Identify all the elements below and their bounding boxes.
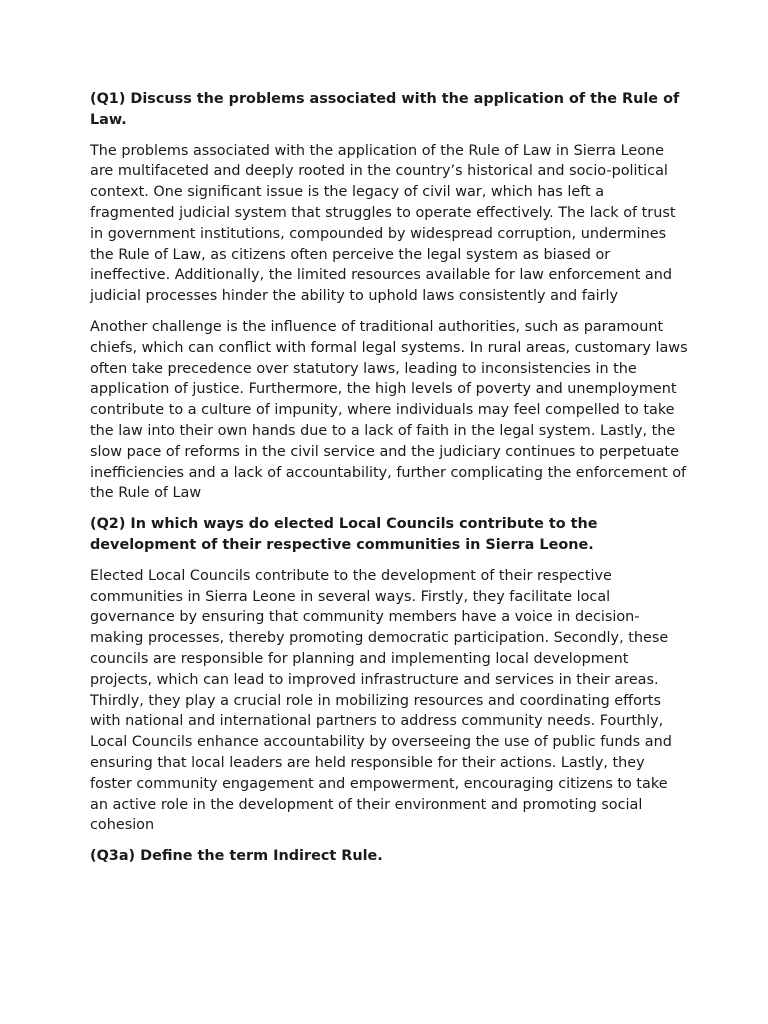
question-2-heading: (Q2) In which ways do elected Local Councils contribute to the development of their respective communities in Sierra Leone. [90,516,598,553]
answer-1-paragraph-1: The problems associated with the application of the Rule of Law in Sierra Leone are multifaceted and deeply rooted in the country’s historical and socio-political context. One significant issue is the legacy of civil war, which has left a fragmented judicial system that struggles to operate effectively. The lack of trust in government institutions, compounded by widespread corruption, undermines the Rule of Law, as citizens often perceive the legal system as biased or ineffective. Additionally, the limited resources available for law enforcement and judicial processes hinder the ability to uphold laws consistently and fairly [90,142,676,305]
question-3a-heading: (Q3a) Define the term Indirect Rule. [90,848,383,865]
answer-2-paragraph-1: Elected Local Councils contribute to the development of their respective communities in Sierra Leone in several ways. Firstly, they facilitate local governance by ensuring that community members have a voice in decision-making processes, thereby promoting democratic participation. Secondly, these councils are responsible for planning and implementing local development projects, which can lead to improved infrastructure and services in their areas. Thirdly, they play a crucial role in mobilizing resources and coordinating efforts with national and international partners to address community needs. Fourthly, Local Councils enhance accountability by overseeing the use of public funds and ensuring that local leaders are held responsible for their actions. Lastly, they foster community engagement and empowerment, encouraging citizens to take an active role in the development of their environment and promoting social cohesion [90,567,672,834]
question-1-heading: (Q1) Discuss the problems associated with the application of the Rule of Law. [90,91,680,128]
document-page [90,89,690,877]
answer-1-paragraph-2: Another challenge is the influence of traditional authorities, such as paramount chiefs, which can conflict with formal legal systems. In rural areas, customary laws often take precedence over statutory laws, leading to inconsistencies in the application of justice. Furthermore, the high levels of poverty and unemployment contribute to a culture of impunity, where individuals may feel compelled to take the law into their own hands due to a lack of faith in the legal system. Lastly, the slow pace of reforms in the civil service and the judiciary continues to perpetuate inefficiencies and a lack of accountability, further complicating the enforcement of the Rule of Law [90,318,688,502]
